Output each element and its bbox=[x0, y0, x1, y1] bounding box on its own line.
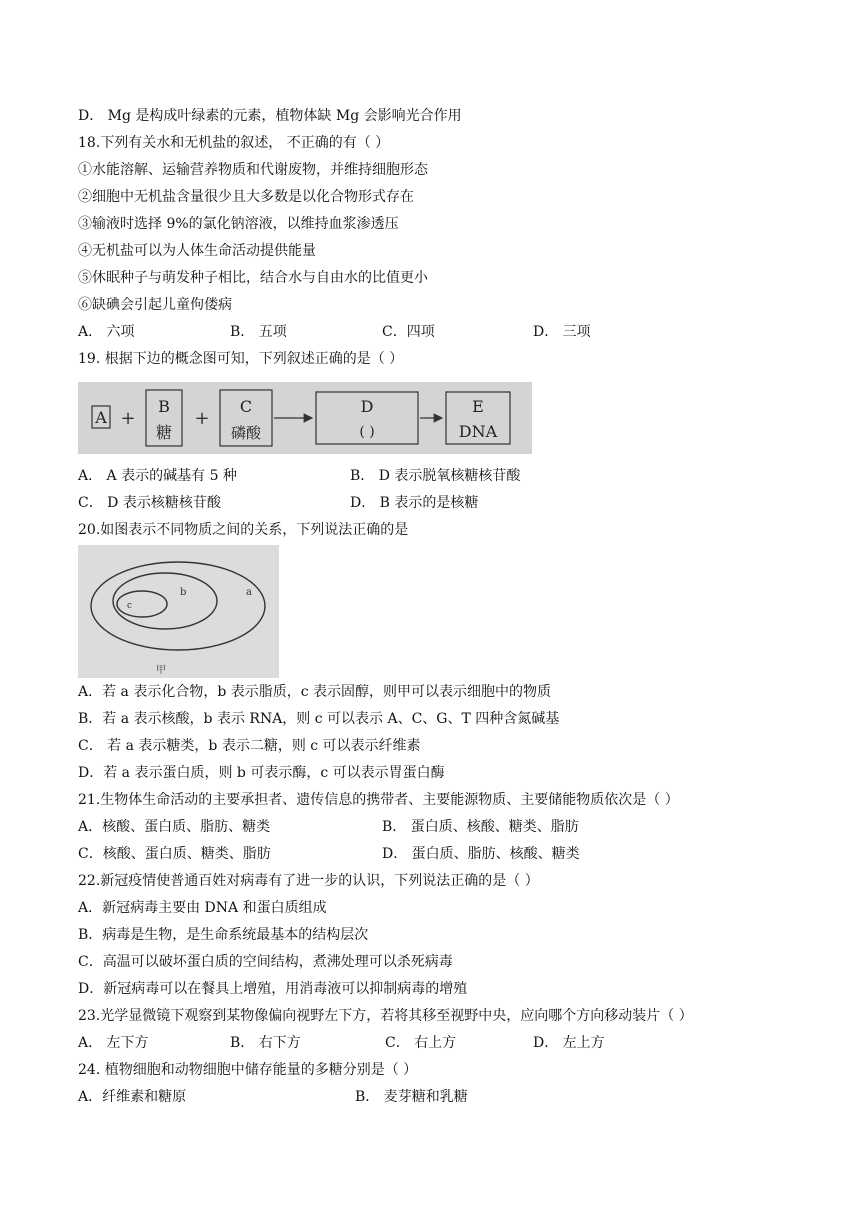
box-d-top: D bbox=[360, 397, 374, 416]
q23-option-d: D． 左上方 bbox=[533, 1035, 605, 1051]
q18-option-d: D． 三项 bbox=[533, 324, 591, 340]
q18-item-5: ⑤休眠种子与萌发种子相比，结合水与自由水的比值更小 bbox=[78, 270, 428, 286]
q23-option-c: C． 右上方 bbox=[385, 1035, 457, 1051]
q21-option-d: D． 蛋白质、脂肪、核酸、糖类 bbox=[382, 846, 580, 862]
q21-option-b: B． 蛋白质、核酸、糖类、脂肪 bbox=[382, 819, 579, 835]
figure-caption: 甲 bbox=[156, 665, 166, 676]
concept-map-figure bbox=[78, 382, 532, 454]
q20-stem: 20.如图表示不同物质之间的关系，下列说法正确的是 bbox=[78, 522, 409, 538]
q18-option-c: C．四项 bbox=[382, 324, 435, 340]
box-b-top: B bbox=[158, 397, 170, 416]
q18-option-b: B． 五项 bbox=[230, 324, 287, 340]
q19-option-a: A． A 表示的碱基有 5 种 bbox=[78, 468, 237, 484]
q22-option-c: C．高温可以破坏蛋白质的空间结构，煮沸处理可以杀死病毒 bbox=[78, 954, 453, 970]
q23-stem: 23.光学显微镜下观察到某物像偏向视野左下方，若将其移至视野中央，应向哪个方向移动装片（ ） bbox=[78, 1008, 693, 1024]
q18-item-1: ①水能溶解、运输营养物质和代谢废物，并维持细胞形态 bbox=[78, 162, 428, 178]
q23-option-b: B． 右下方 bbox=[230, 1035, 301, 1051]
q24-option-a: A．纤维素和糖原 bbox=[78, 1089, 187, 1105]
nested-ellipses-figure bbox=[78, 545, 279, 678]
box-c-bottom: 磷酸 bbox=[230, 424, 262, 442]
box-e-bottom: DNA bbox=[458, 422, 498, 441]
q18-option-a: A． 六项 bbox=[78, 324, 135, 340]
q20-option-c: C． 若 a 表示糖类，b 表示二糖，则 c 可以表示纤维素 bbox=[78, 738, 421, 754]
box-e-top: E bbox=[472, 397, 484, 416]
q22-option-b: B．病毒是生物，是生命系统最基本的结构层次 bbox=[78, 927, 369, 943]
q20-option-b: B．若 a 表示核酸，b 表示 RNA，则 c 可以表示 A、C、G、T 四种含氮碱基 bbox=[78, 711, 560, 727]
q18-item-3: ③输液时选择 9%的氯化钠溶液，以维持血浆渗透压 bbox=[78, 216, 399, 232]
q18-item-2: ②细胞中无机盐含量很少且大多数是以化合物形式存在 bbox=[78, 189, 414, 205]
q21-stem: 21.生物体生命活动的主要承担者、遗传信息的携带者、主要能源物质、主要储能物质依次是（ ） bbox=[78, 792, 679, 808]
q19-option-d: D． B 表示的是核糖 bbox=[350, 495, 479, 511]
ellipse-c bbox=[117, 591, 167, 617]
q18-item-4: ④无机盐可以为人体生命活动提供能量 bbox=[78, 243, 316, 259]
box-a-label: A bbox=[95, 408, 107, 427]
q22-option-a: A．新冠病毒主要由 DNA 和蛋白质组成 bbox=[78, 900, 327, 916]
q22-stem: 22.新冠疫情使普通百姓对病毒有了进一步的认识，下列说法正确的是（ ） bbox=[78, 873, 539, 889]
q20-option-a: A．若 a 表示化合物，b 表示脂质，c 表示固醇，则甲可以表示细胞中的物质 bbox=[78, 684, 552, 700]
q24-stem: 24. 植物细胞和动物细胞中储存能量的多糖分别是（ ） bbox=[78, 1062, 418, 1078]
q20-option-d: D．若 a 表示蛋白质，则 b 可表示酶，c 可以表示胃蛋白酶 bbox=[78, 765, 445, 781]
label-a: a bbox=[246, 587, 252, 598]
q18-stem: 18.下列有关水和无机盐的叙述， 不正确的有（ ） bbox=[78, 135, 390, 151]
label-c: c bbox=[127, 601, 133, 611]
q17-option-d: D． Mg 是构成叶绿素的元素，植物体缺 Mg 会影响光合作用 bbox=[78, 108, 462, 124]
q18-item-6: ⑥缺碘会引起儿童佝偻病 bbox=[78, 297, 232, 313]
box-b-bottom: 糖 bbox=[155, 423, 173, 442]
q21-option-c: C．核酸、蛋白质、糖类、脂肪 bbox=[78, 846, 271, 862]
box-d-bottom: ( ) bbox=[359, 424, 375, 440]
q19-stem: 19. 根据下边的概念图可知，下列叙述正确的是（ ） bbox=[78, 351, 404, 367]
q22-option-d: D．新冠病毒可以在餐具上增殖，用消毒液可以抑制病毒的增殖 bbox=[78, 981, 468, 997]
q24-option-b: B． 麦芽糖和乳糖 bbox=[355, 1089, 468, 1105]
q23-option-a: A． 左下方 bbox=[78, 1035, 149, 1051]
q19-option-b: B． D 表示脱氧核糖核苷酸 bbox=[350, 468, 521, 484]
q21-option-a: A．核酸、蛋白质、脂肪、糖类 bbox=[78, 819, 271, 835]
box-c-top: C bbox=[239, 397, 253, 416]
q19-option-c: C． D 表示核糖核苷酸 bbox=[78, 495, 221, 511]
plus-sign-2: + bbox=[194, 408, 210, 429]
plus-sign-1: + bbox=[120, 408, 136, 429]
label-b: b bbox=[180, 587, 187, 598]
